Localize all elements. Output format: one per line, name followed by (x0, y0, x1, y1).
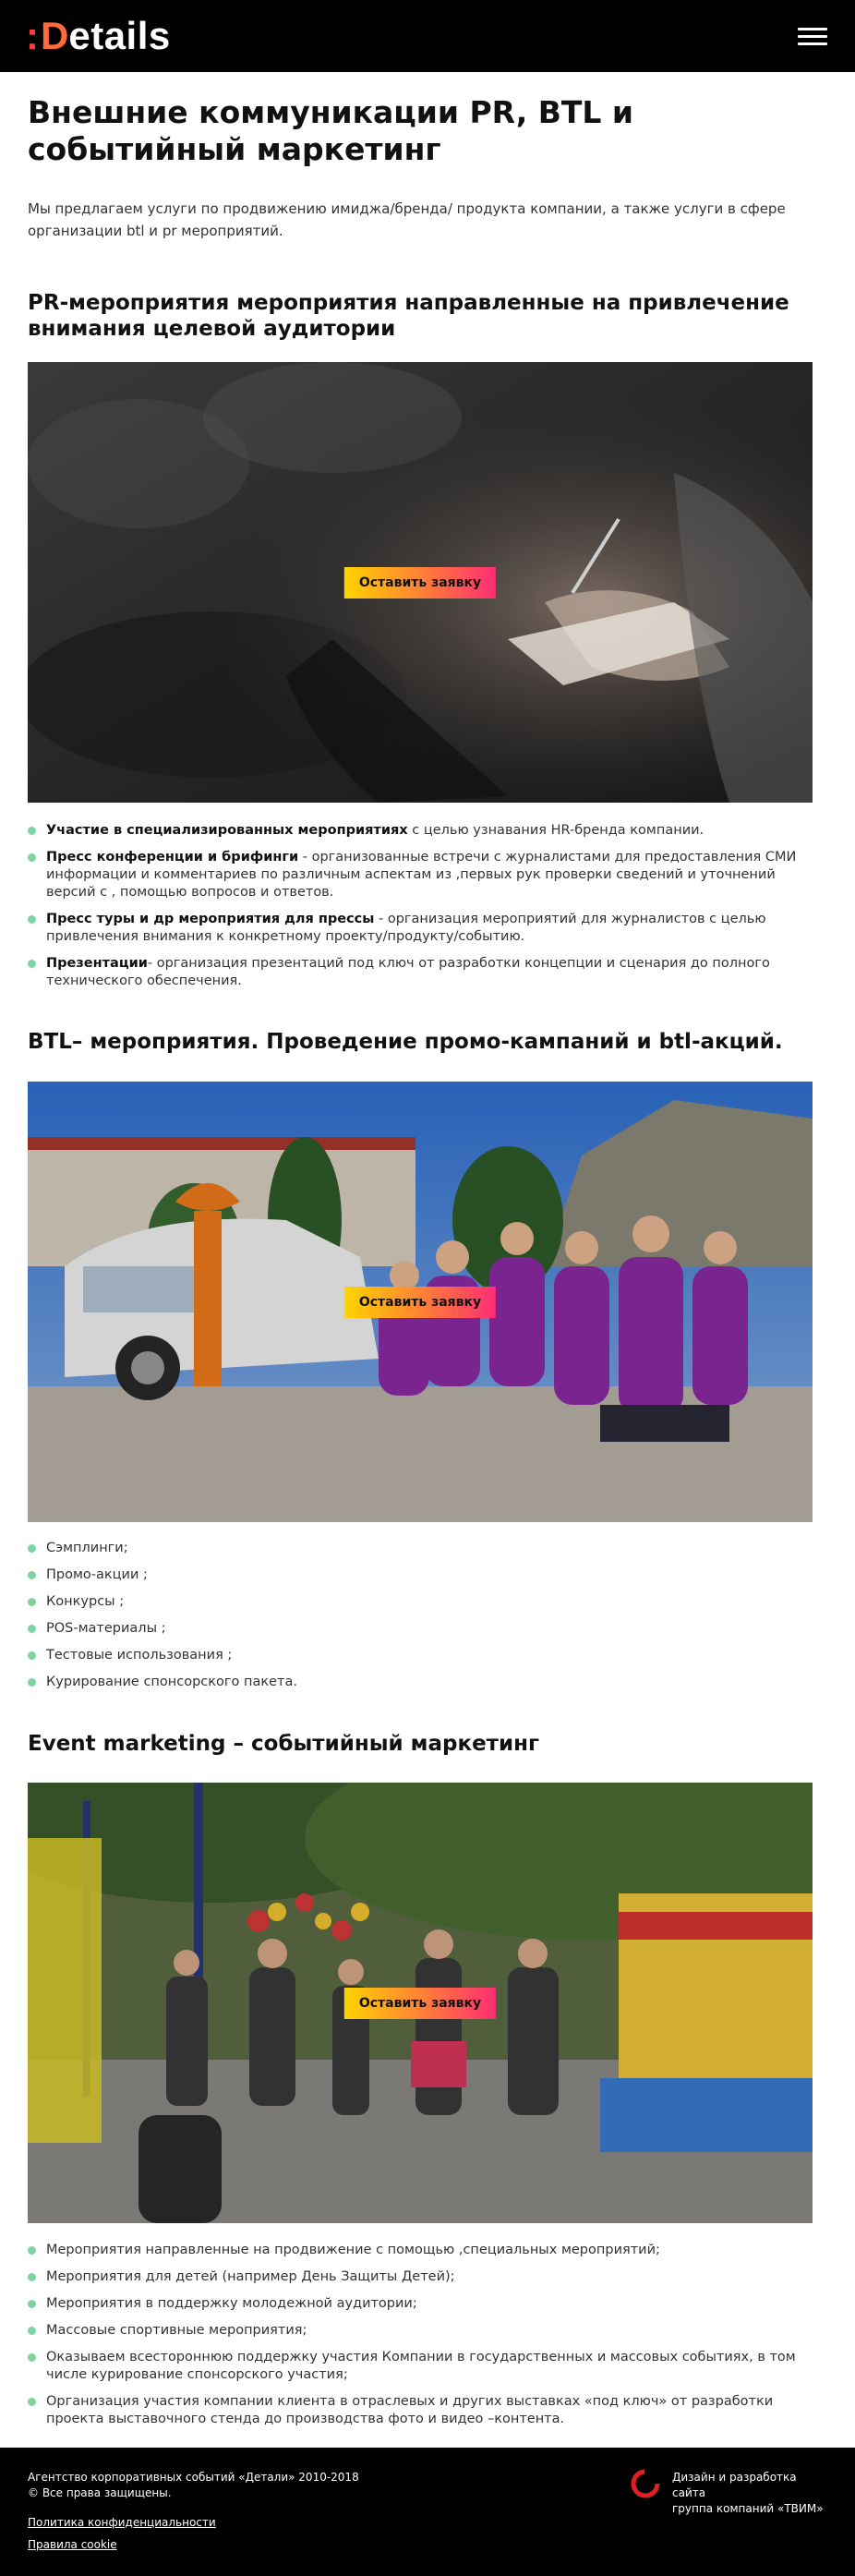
hamburger-icon[interactable] (798, 24, 827, 48)
list-item: Сэмплинги; (28, 1540, 813, 1557)
list-item: Пресс туры и др мероприятия для прессы - организация мероприятий для журналистов с целью привлечения внимания к конкретному проекту/продукту/событию. (28, 911, 813, 946)
footer-copyright (28, 2470, 359, 2501)
list-item: Массовые спортивные мероприятия; (28, 2322, 813, 2340)
developer-line: Дизайн и разработка сайта (672, 2471, 797, 2499)
developer-credit[interactable] (672, 2470, 829, 2517)
cookie-policy-link[interactable]: Правила cookie (28, 2538, 117, 2551)
page-title: Внешние коммуникации PR, BTL и событийный маркетинг (28, 94, 634, 167)
privacy-policy-link[interactable]: Политика конфиденциальности (28, 2516, 216, 2529)
site-header (0, 0, 855, 72)
logo-letter-d: D (41, 14, 69, 57)
list-item: Участие в специализированных мероприятиях с целью узнавания HR-бренда компании. (28, 822, 813, 840)
list-item: Пресс конференции и брифинги - организованные встречи с журналистами для предоставления СМИ информации и комментариев по различным аспектам из ,первых рук проверки сведений и уточнений версий с , помощью вопросов и ответов. (28, 849, 813, 901)
site-footer (0, 2448, 855, 2576)
page-intro: Мы предлагаем услуги по продвижению имиджа/бренда/ продукта компании, а также услуги в сфере организации btl и pr мероприятий. (28, 200, 786, 239)
photo-btl-promo (28, 1082, 813, 1522)
photo-pr-event (28, 362, 813, 803)
request-button-btl[interactable]: Оставить заявку (344, 1287, 496, 1318)
copyright-line: Агентство корпоративных событий «Детали» 2010-2018 (28, 2471, 359, 2484)
list-item: Оказываем всестороннюю поддержку участия Компании в государственных и массовых событиях, в том числе курирование спонсорского участия; (28, 2349, 813, 2384)
pr-list (28, 822, 813, 999)
section-title-pr: PR-мероприятия мероприятия направленные на привлечение внимания целевой аудитории (28, 291, 789, 341)
logo-colon: : (26, 14, 39, 57)
hamburger-line (798, 28, 827, 30)
list-item: Организация участия компании клиента в отраслевых и других выставках «под ключ» от разработки проекта выставочного стенда до производства фото и видео –контента. (28, 2393, 813, 2428)
developer-line: группа компаний «ТВИМ» (672, 2502, 824, 2515)
list-item: Мероприятия направленные на продвижение с помощью ,специальных мероприятий; (28, 2242, 813, 2259)
list-item: POS-материалы ; (28, 1620, 813, 1638)
list-item: Презентации- организация презентаций под ключ от разработки концепции и сценария до полного технического обеспечения. (28, 955, 813, 990)
section-title-event: Event marketing – событийный маркетинг (28, 1732, 540, 1756)
photo-event-marketing (28, 1783, 813, 2223)
hamburger-line (798, 35, 827, 38)
list-item: Мероприятия в поддержку молодежной аудитории; (28, 2295, 813, 2313)
list-item: Тестовые использования ; (28, 1647, 813, 1664)
site-logo[interactable] (26, 13, 171, 59)
logo-text: etails (68, 14, 171, 57)
section-title-btl: BTL– мероприятия. Проведение промо-кампаний и btl-акций. (28, 1030, 783, 1054)
request-button-event[interactable]: Оставить заявку (344, 1988, 496, 2019)
list-item: Мероприятия для детей (например День Защиты Детей); (28, 2268, 813, 2286)
event-list (28, 2242, 813, 2437)
btl-list (28, 1540, 813, 1700)
list-item: Курирование спонсорского пакета. (28, 1674, 813, 1691)
request-button-pr[interactable]: Оставить заявку (344, 567, 496, 599)
hamburger-line (798, 42, 827, 45)
twim-logo-icon[interactable] (630, 2468, 661, 2499)
list-item: Конкурсы ; (28, 1593, 813, 1611)
copyright-line: © Все права защищены. (28, 2486, 172, 2499)
list-item: Промо-акции ; (28, 1566, 813, 1584)
